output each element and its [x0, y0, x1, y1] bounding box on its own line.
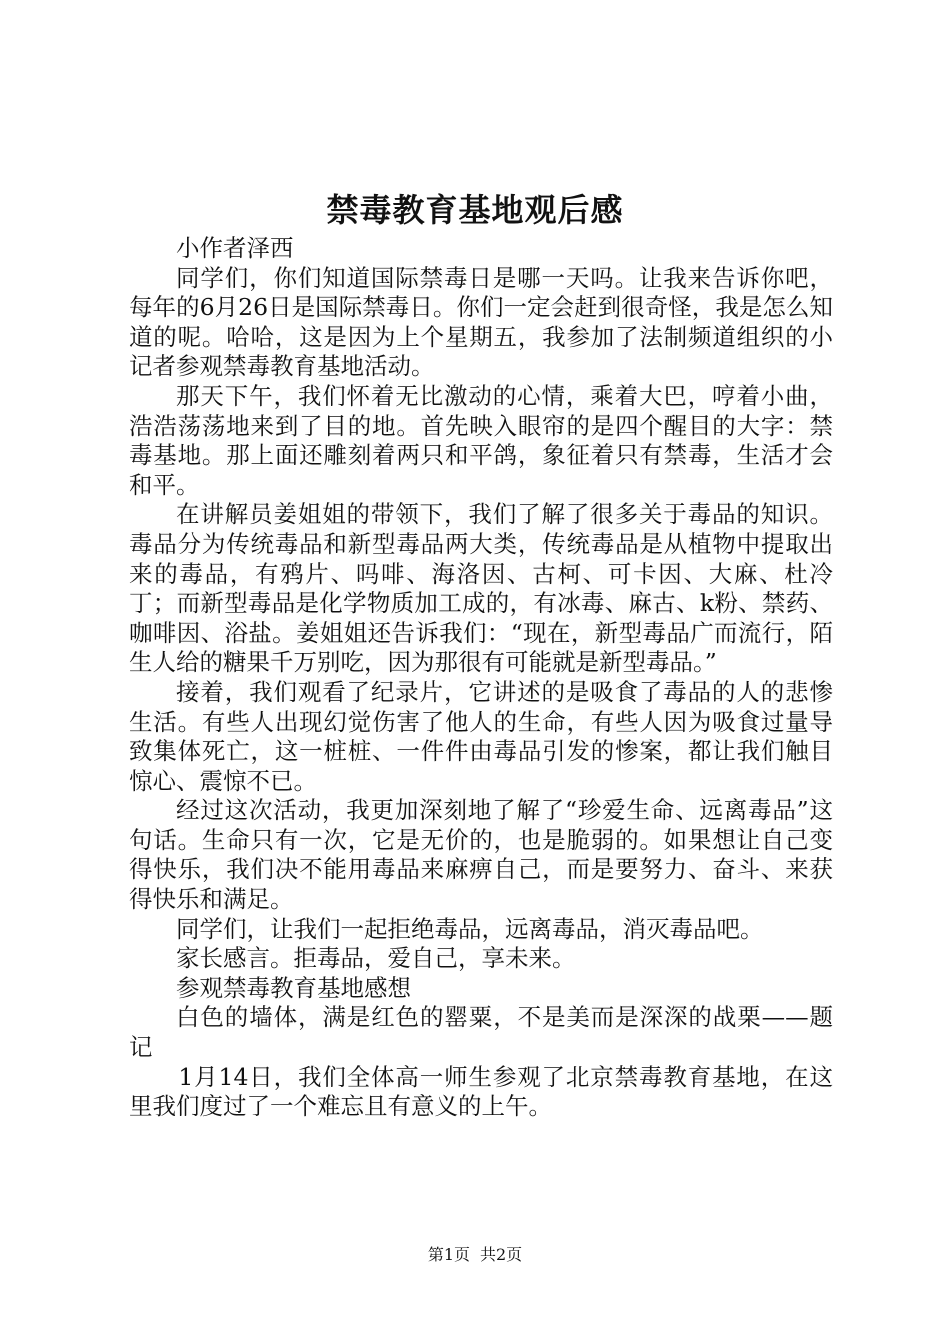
paragraph: 接着，我们观看了纪录片，它讲述的是吸食了毒品的人的悲惨生活。有些人出现幻觉伤害了他人的生命，有些人因为吸食过量导致集体死亡，这一桩桩、一件件由毒品引发的惨案，都让我们触目惊心、震惊不已。 — [129, 677, 833, 795]
paragraph: 1月14日，我们全体高一师生参观了北京禁毒教育基地，在这里我们度过了一个难忘且有意义的上午。 — [129, 1062, 833, 1121]
paragraph: 那天下午，我们怀着无比激动的心情，乘着大巴，哼着小曲，浩浩荡荡地来到了目的地。首先映入眼帘的是四个醒目的大字：禁毒基地。那上面还雕刻着两只和平鸽，象征着只有禁毒，生活才会和平。 — [129, 381, 833, 499]
paragraph: 家长感言。拒毒品，爱自己，享未来。 — [176, 944, 576, 973]
document-title: 禁毒教育基地观后感 — [326, 191, 624, 229]
page-number: 第1页 — [427, 1245, 470, 1264]
section-heading: 参观禁毒教育基地感想 — [176, 973, 411, 1002]
paragraph: 在讲解员姜姐姐的带领下，我们了解了很多关于毒品的知识。毒品分为传统毒品和新型毒品两大类，传统毒品是从植物中提取出来的毒品，有鸦片、吗啡、海洛因、古柯、可卡因、大麻、杜冷丁；而新型毒品是化学物质加工成的，有冰毒、麻古、k粉、禁药、咖啡因、浴盐。姜姐姐还告诉我们：“现在，新型毒品广而流行，陌生人给的糖果千万别吃，因为那很有可能就是新型毒品。” — [129, 500, 833, 677]
page-footer — [0, 1244, 950, 1266]
epigraph: 白色的墙体，满是红色的罂粟，不是美而是深深的战栗——题记 — [129, 1003, 833, 1062]
author-line: 小作者泽西 — [176, 234, 294, 262]
page-total: 共2页 — [480, 1245, 523, 1264]
paragraph: 经过这次活动，我更加深刻地了解了“珍爱生命、远离毒品”这句话。生命只有一次，它是无价的，也是脆弱的。如果想让自己变得快乐，我们决不能用毒品来麻痹自己，而是要努力、奋斗、来获得快乐和满足。 — [129, 796, 833, 914]
document-body — [129, 234, 833, 1122]
paragraph: 同学们，让我们一起拒绝毒品，远离毒品，消灭毒品吧。 — [176, 914, 764, 943]
paragraph: 同学们，你们知道国际禁毒日是哪一天吗。让我来告诉你吧，每年的6月26日是国际禁毒日。你们一定会赶到很奇怪，我是怎么知道的呢。哈哈，这是因为上个星期五，我参加了法制频道组织的小记者参观禁毒教育基地活动。 — [129, 263, 833, 381]
